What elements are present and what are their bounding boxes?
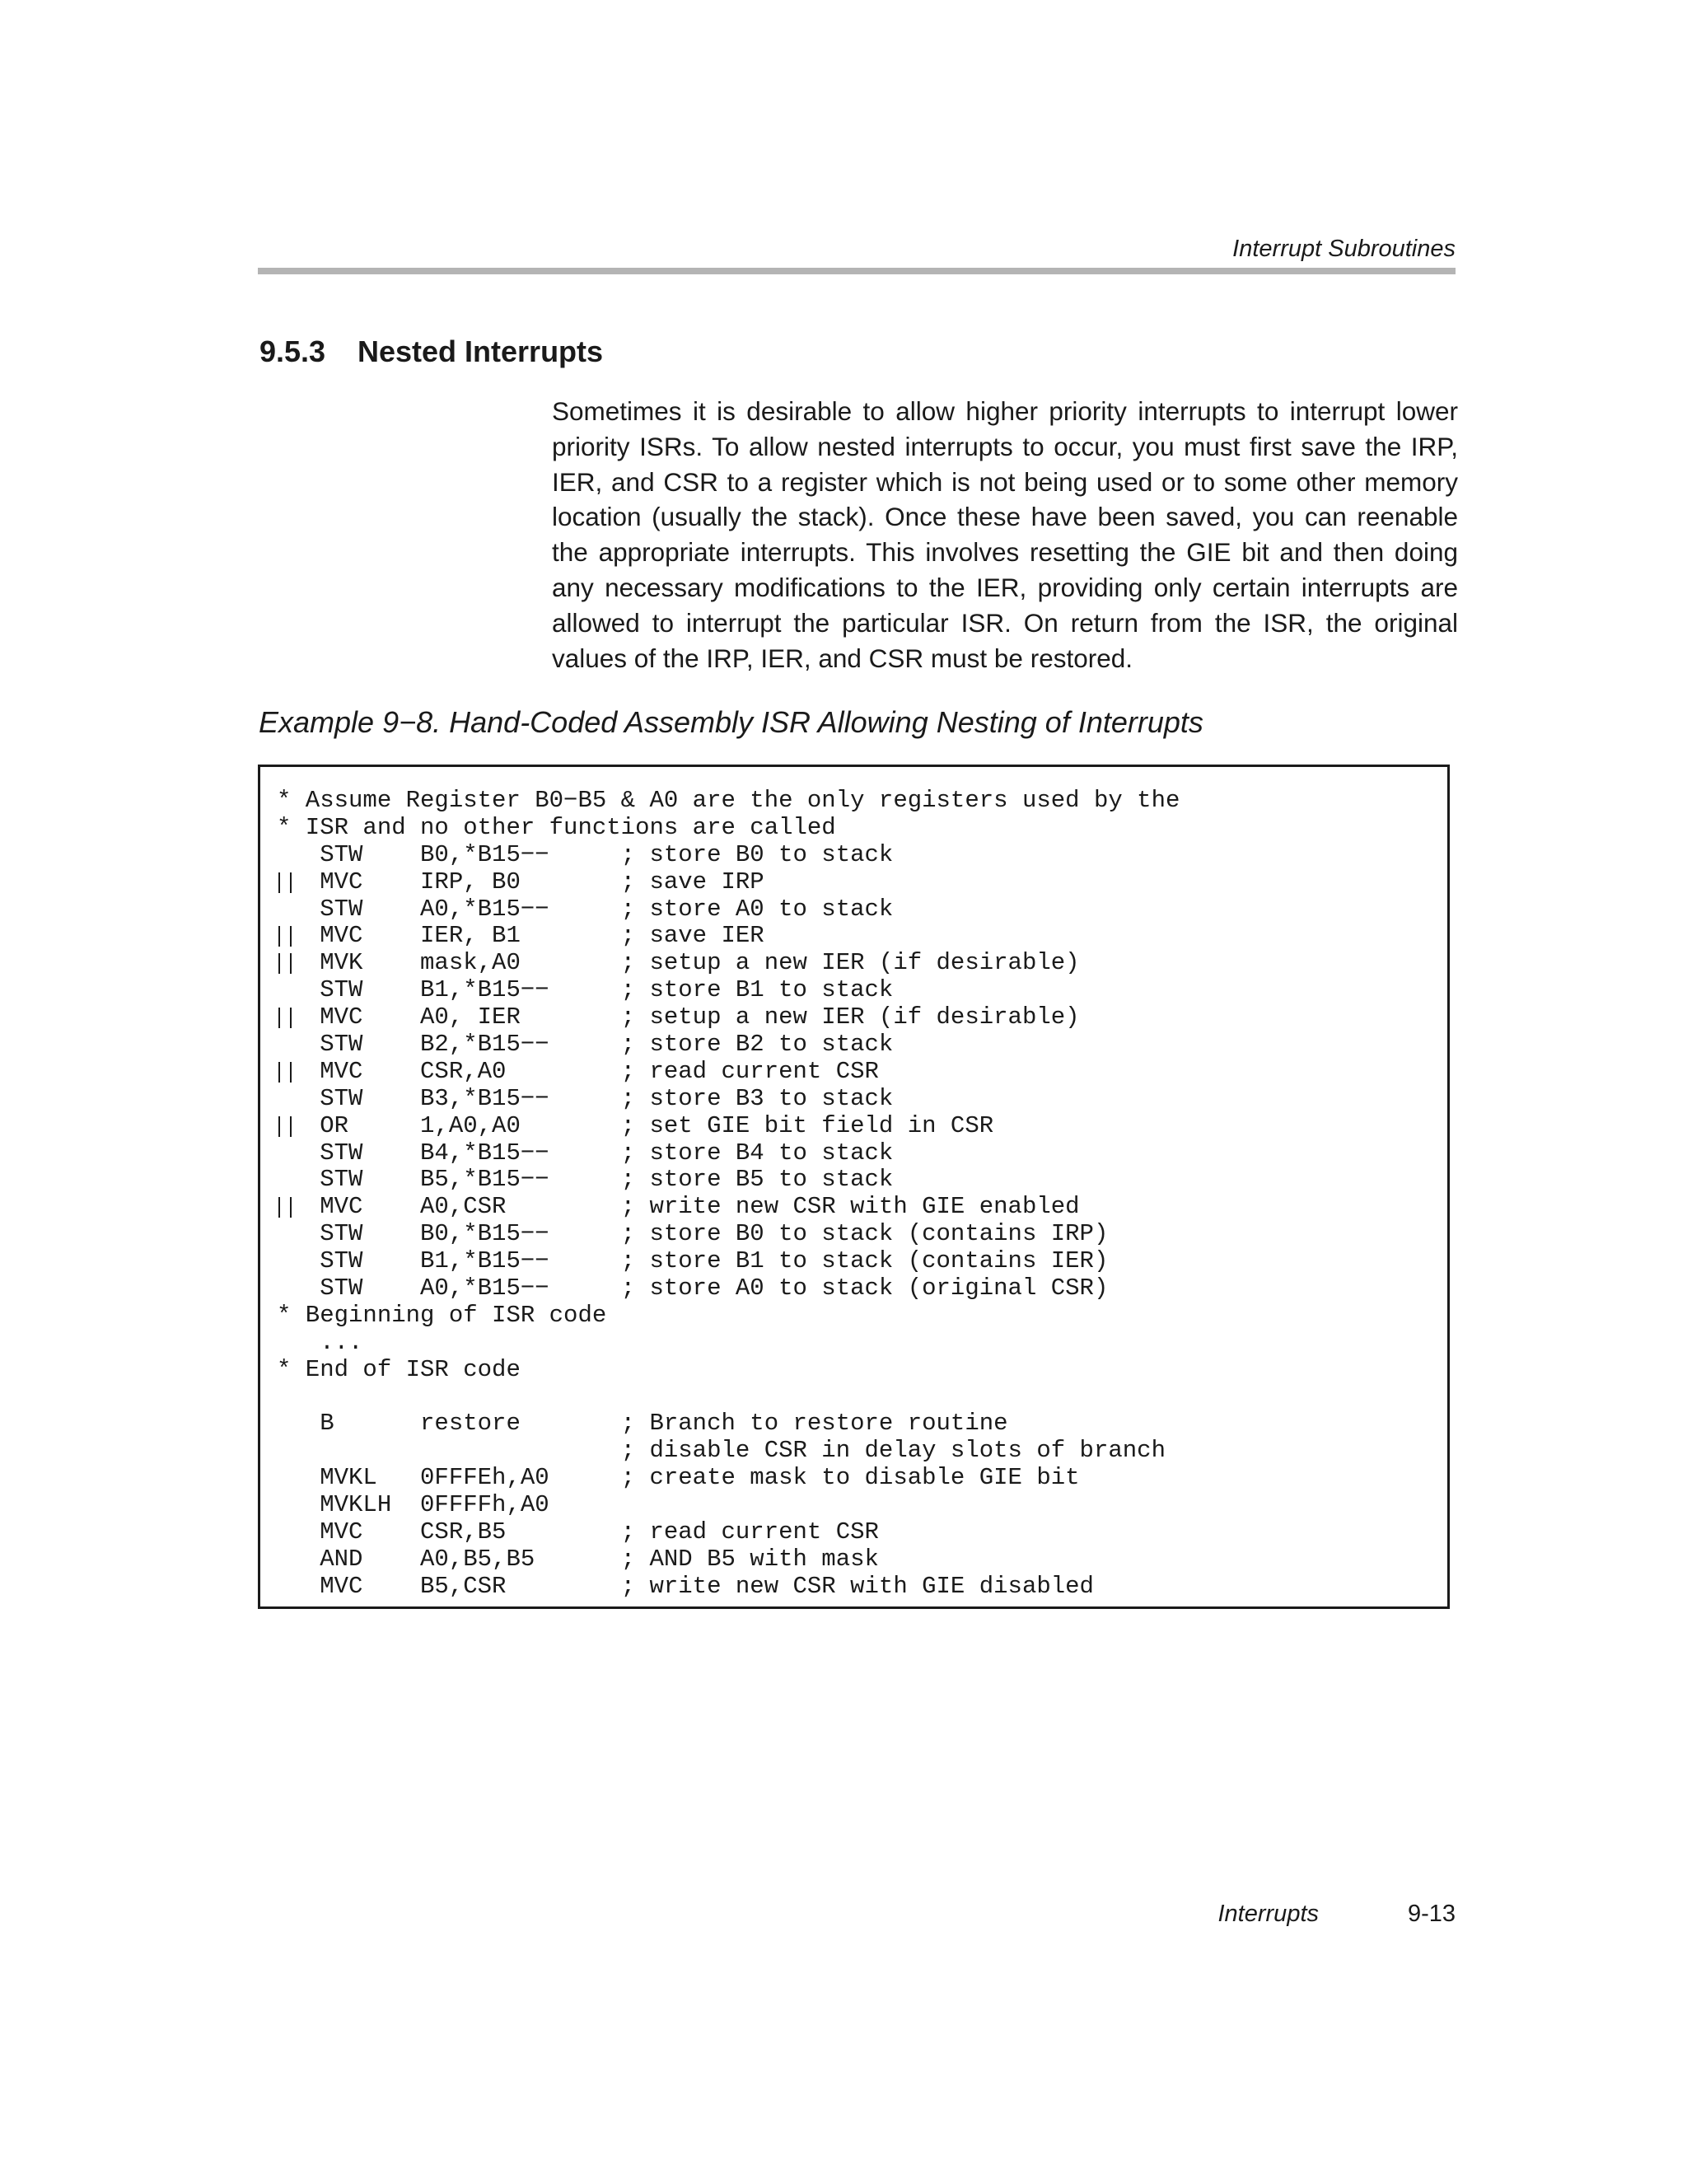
parallel-bars-icon	[278, 1197, 292, 1218]
code-line	[277, 1302, 1180, 1330]
code-line	[277, 1031, 1180, 1059]
code-line	[277, 1357, 1180, 1384]
code-line-text: STW B4,*B15−− ; store B4 to stack	[277, 1139, 894, 1167]
code-line	[277, 1546, 1180, 1574]
code-line-text: MVC B5,CSR ; write new CSR with GIE disabled	[277, 1572, 1094, 1600]
code-line	[277, 1492, 1180, 1519]
code-line-text: STW B5,*B15−− ; store B5 to stack	[277, 1166, 894, 1194]
code-line-text: AND A0,B5,B5 ; AND B5 with mask	[277, 1545, 879, 1573]
code-line	[277, 896, 1180, 924]
parallel-bars-icon	[278, 953, 292, 974]
code-line	[277, 1248, 1180, 1275]
code-line-text: MVC IER, B1 ; save IER	[277, 922, 764, 950]
code-line	[277, 1330, 1180, 1357]
parallel-bars-icon	[278, 872, 292, 893]
example-caption: Example 9−8. Hand-Coded Assembly ISR Allowing Nesting of Interrupts	[259, 705, 1203, 739]
code-line-text: MVKLH 0FFFFh,A0	[277, 1491, 549, 1519]
code-line	[277, 1574, 1180, 1601]
code-line-text: MVC A0, IER ; setup a new IER (if desirable)	[277, 1003, 1080, 1031]
code-line-text: * End of ISR code	[277, 1355, 521, 1383]
code-line-text: STW A0,*B15−− ; store A0 to stack	[277, 895, 894, 923]
code-line	[277, 1059, 1180, 1086]
code-line-text: MVC CSR,A0 ; read current CSR	[277, 1057, 879, 1085]
code-line	[277, 1194, 1180, 1221]
code-line	[277, 869, 1180, 896]
code-line-text: B restore ; Branch to restore routine	[277, 1410, 1008, 1438]
code-line-text: MVK mask,A0 ; setup a new IER (if desirable)	[277, 949, 1080, 977]
code-line	[277, 1086, 1180, 1113]
page-number: 9-13	[1407, 1901, 1456, 1927]
code-line-text: STW B2,*B15−− ; store B2 to stack	[277, 1031, 894, 1059]
code-line-text: * Beginning of ISR code	[277, 1301, 607, 1329]
code-line-text: * ISR and no other functions are called	[277, 813, 836, 841]
code-line-text: OR 1,A0,A0 ; set GIE bit field in CSR	[277, 1111, 994, 1139]
section-number: 9.5.3	[259, 334, 326, 368]
code-line-text: ...	[277, 1328, 363, 1356]
code-line	[277, 1519, 1180, 1546]
code-line	[277, 923, 1180, 950]
section-heading	[259, 334, 603, 369]
code-line	[277, 1004, 1180, 1031]
code-line	[277, 1113, 1180, 1140]
code-line-text: STW B1,*B15−− ; store B1 to stack	[277, 976, 894, 1004]
code-line	[277, 1465, 1180, 1492]
code-line-text: STW B0,*B15−− ; store B0 to stack	[277, 840, 894, 868]
code-line	[277, 977, 1180, 1004]
running-header: Interrupt Subroutines	[1232, 236, 1456, 262]
parallel-bars-icon	[278, 926, 292, 947]
code-line	[277, 1221, 1180, 1248]
footer-chapter: Interrupts	[1217, 1901, 1319, 1927]
code-line	[277, 1438, 1180, 1465]
code-line-text: STW B0,*B15−− ; store B0 to stack (contains IRP)	[277, 1220, 1109, 1248]
code-line	[277, 1275, 1180, 1302]
parallel-bars-icon	[278, 1008, 292, 1028]
code-line-text: * Assume Register B0−B5 & A0 are the only registers used by the	[277, 787, 1180, 814]
code-line-text: STW B1,*B15−− ; store B1 to stack (contains IER)	[277, 1247, 1109, 1275]
code-line	[277, 815, 1180, 842]
parallel-bars-icon	[278, 1062, 292, 1083]
code-line	[277, 1410, 1180, 1438]
code-line-text: MVC CSR,B5 ; read current CSR	[277, 1518, 879, 1546]
code-line	[277, 1140, 1180, 1167]
code-listing-box	[258, 765, 1450, 1609]
section-title: Nested Interrupts	[357, 334, 604, 368]
code-line	[277, 1384, 1180, 1411]
parallel-bars-icon	[278, 1116, 292, 1137]
code-line	[277, 950, 1180, 977]
body-paragraph: Sometimes it is desirable to allow higher priority interrupts to interrupt lower priority ISRs. To allow nested interrupts to occur, you must first save the IRP, IER, and CSR to a register which is not being used or to some other memory location (usually the stack). Once these have been saved, you can reenable the appropriate interrupts. This involves resetting the GIE bit and then doing any necessary modifications to the IER, providing only certain interrupts are allowed to interrupt the particular ISR. On return from the ISR, the original values of the IRP, IER, and CSR must be restored.	[552, 396, 1458, 673]
code-line-text: ; disable CSR in delay slots of branch	[277, 1437, 1166, 1465]
code-line-text: STW B3,*B15−− ; store B3 to stack	[277, 1084, 894, 1112]
code-listing	[277, 788, 1180, 1601]
code-line-text: MVC IRP, B0 ; save IRP	[277, 868, 764, 896]
code-line-text: STW A0,*B15−− ; store A0 to stack (original CSR)	[277, 1274, 1109, 1302]
code-line	[277, 842, 1180, 869]
code-line-text: MVKL 0FFFEh,A0 ; create mask to disable GIE bit	[277, 1464, 1080, 1492]
header-rule	[258, 268, 1456, 274]
code-line	[277, 788, 1180, 815]
code-line	[277, 1167, 1180, 1194]
code-line-text: MVC A0,CSR ; write new CSR with GIE enabled	[277, 1193, 1080, 1221]
